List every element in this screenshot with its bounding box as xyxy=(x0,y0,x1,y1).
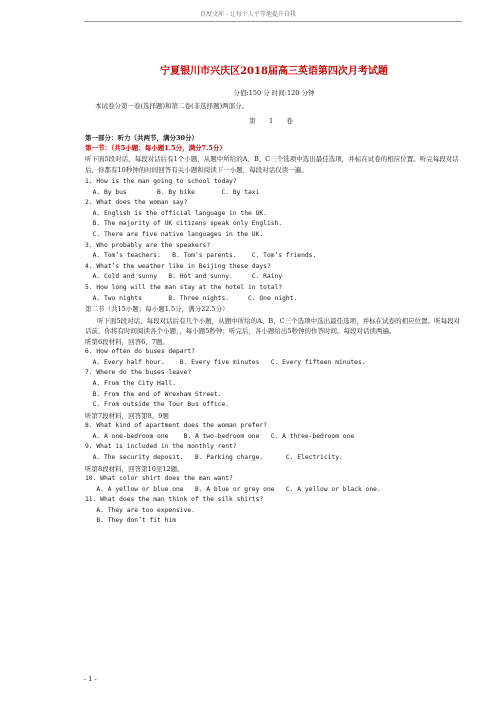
listening-6-label: 听第6段材料，回答6、7题。 xyxy=(85,337,169,346)
question-5: 5. How long will the man stay at the hotel in total? xyxy=(85,283,283,291)
question-7-option-b: B. From the end of Wrexham Street. xyxy=(85,390,222,398)
section1-heading: 第一节：（共5小题；每小题1.5分，满分7.5分） xyxy=(85,144,226,152)
exam-intro: 本试卷分第一卷(选择题)和第二卷(非选择题)两部分。 xyxy=(95,102,249,110)
question-11-option-a: A. They are too expensive. xyxy=(85,506,195,514)
exam-meta: 分值:150 分 时间:120 分钟 xyxy=(233,89,315,97)
volume-heading: 第 I 卷 xyxy=(249,117,299,125)
exam-title: 宁夏银川市兴庆区2018届高三英语第四次月考试题 xyxy=(160,66,388,77)
question-9: 9. What is included in the monthly rent? xyxy=(85,443,237,451)
question-11-option-b: B. They don’t fit him xyxy=(85,517,176,525)
section1-instructions: 听下面5段对话，每段对话后有1个小题，从题中所给的A、B、C三个选项中选出最佳选项，并标在试卷的相应位置。听完每段对话后，你都有10秒钟的时间回答有关小题和阅读下一小题，每段对话仅读一遍。 xyxy=(85,155,459,174)
header-divider xyxy=(84,21,462,22)
question-5-options: A. Two nights B. Three nights. C. One night. xyxy=(85,294,298,302)
question-6-options: A. Every half hour. B. Every five minutes C. Every fifteen minutes. xyxy=(85,358,366,366)
document-body xyxy=(85,65,463,527)
question-2-option-b: B. The majority of UK citizens speak only English. xyxy=(85,220,283,228)
question-8-options: A. A one-bedroom one B. A two-bedroom one C. A three-bedroom one xyxy=(85,432,355,440)
question-4-options: A. Cold and sunny B. Hot and sunny. C. Rainy xyxy=(85,273,283,281)
question-2-option-c: C. There are five native languages in the UK. xyxy=(85,230,264,238)
section2-heading: 第二节（共15小题；每小题1.5分，满分22.5分） xyxy=(85,305,229,314)
question-7: 7. Where do the buses leave? xyxy=(85,369,192,377)
question-4: 4. What’s the weather like in Beijing these days? xyxy=(85,262,271,270)
question-9-options: A. The security deposit. B. Parking charge. C. Electricity. xyxy=(85,453,343,461)
question-6: 6. How often do buses depart? xyxy=(85,348,195,356)
listening-8-label: 听第8段材料，回答第10至12题。 xyxy=(85,464,184,473)
part1-heading: 第一部分：听力（共两节，满分30分） xyxy=(85,134,199,142)
question-11: 11. What does the man think of the silk shirts? xyxy=(85,496,264,504)
listening-7-label: 听第7段材料，回答第8、9题 xyxy=(85,411,169,420)
section2-instructions: 听下面5段对话，每段对话后有几个小题，从题中所给的A、B、C三个选项中选出最佳选项，并标在试卷的相应位置。听每段对话前，你将有时间阅读各个小题，，每小题5秒钟；听完后，各小题给出5秒钟的作答时间。每段对话读两遍。 xyxy=(85,316,461,336)
question-1: 1. How is the man going to school today? xyxy=(85,178,237,185)
question-2-option-a: A. English is the official language in the UK. xyxy=(85,209,267,217)
question-2: 2. What does the woman say? xyxy=(85,199,188,207)
question-3: 3. Who probably are the speakers? xyxy=(85,241,211,249)
question-7-option-a: A. From the City Hall. xyxy=(85,379,176,387)
page-number: - 1 - xyxy=(84,675,97,683)
question-1-options: A. By bus B. By bike C. By taxi xyxy=(85,188,260,196)
question-7-option-c: C. From outside the Tour Bus office. xyxy=(85,401,230,409)
question-10-options: A. A yellow or blue one B. A blue or grey one C. A yellow or black one. xyxy=(85,485,381,493)
question-10: 10. What color shirt does the man want? xyxy=(85,475,233,483)
question-3-options: A. Tom’s teachers. B. Tom’s parents. C. Tom’s friends. xyxy=(85,252,317,260)
question-8: 8. What kind of apartment does the woman prefer? xyxy=(85,422,267,430)
page-header: 百度文库 - 让每个人平等地提升自我 xyxy=(200,11,296,18)
